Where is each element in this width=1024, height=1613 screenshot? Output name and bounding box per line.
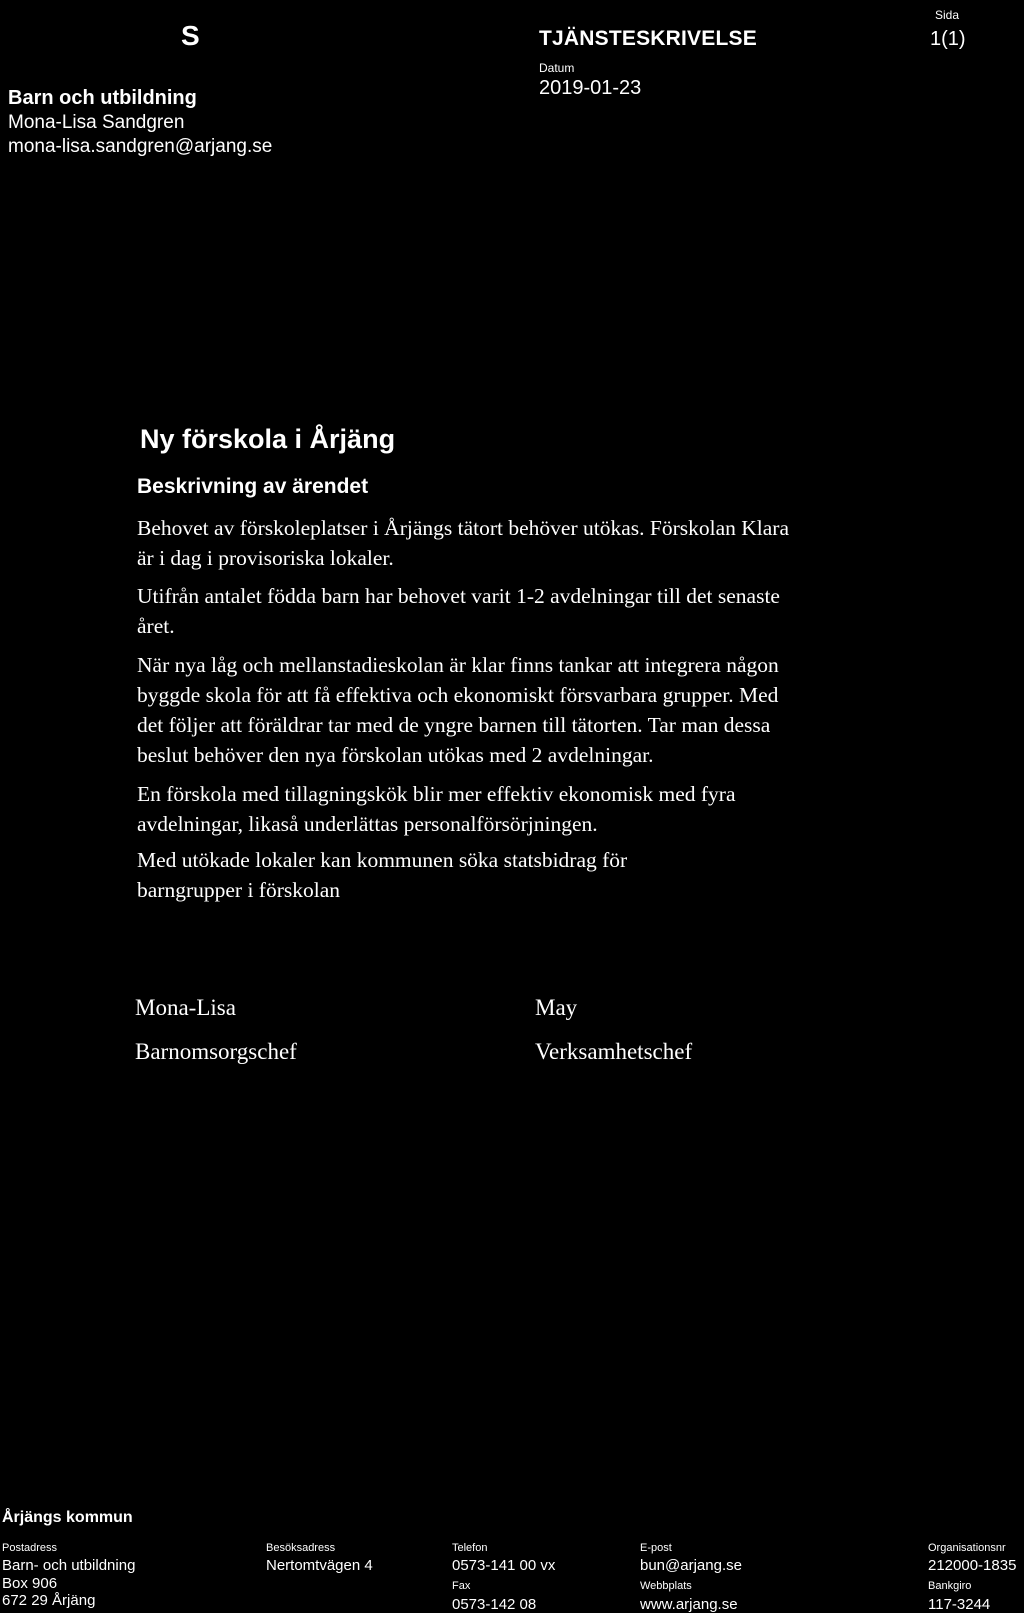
website-label: Webbplats bbox=[640, 1580, 692, 1592]
email-label: E-post bbox=[640, 1542, 672, 1554]
document-type: TJÄNSTESKRIVELSE bbox=[539, 27, 757, 50]
visit-address: Nertomtvägen 4 bbox=[266, 1557, 373, 1574]
paragraph bbox=[137, 581, 877, 641]
paragraph bbox=[137, 845, 877, 905]
signatory-title: Barnomsorgschef bbox=[135, 1039, 297, 1064]
paragraph bbox=[137, 779, 877, 839]
postal-address-line: Barn- och utbildning bbox=[2, 1557, 136, 1574]
phone-number: 0573-141 00 vx bbox=[452, 1557, 556, 1574]
postal-address-label: Postadress bbox=[2, 1542, 58, 1554]
section-heading: Beskrivning av ärendet bbox=[137, 475, 369, 498]
author-name: Mona-Lisa Sandgren bbox=[8, 112, 185, 133]
postal-address-line: 672 29 Årjäng bbox=[2, 1592, 96, 1609]
bankgiro-label: Bankgiro bbox=[928, 1580, 972, 1592]
postal-address-line: Box 906 bbox=[2, 1575, 58, 1592]
footer-email: bun@arjang.se bbox=[640, 1557, 742, 1574]
date-value: 2019-01-23 bbox=[539, 77, 642, 99]
org-number: 212000-1835 bbox=[928, 1557, 1017, 1574]
page-number: 1(1) bbox=[930, 28, 966, 50]
paragraph-line: Behovet av förskoleplatser i Årjängs tätort behöver utökas. Förskolan Klara bbox=[137, 516, 789, 540]
paragraph-line: barngrupper i förskolan bbox=[137, 878, 340, 902]
signatory-name: May bbox=[535, 995, 578, 1020]
department-name: Barn och utbildning bbox=[8, 87, 197, 109]
paragraph-line: Med utökade lokaler kan kommunen söka statsbidrag för bbox=[137, 848, 628, 872]
paragraph-line: När nya låg och mellanstadieskolan är klar finns tankar att integrera någon bbox=[137, 653, 779, 677]
municipality-logo: S bbox=[181, 20, 200, 51]
paragraph-line: det följer att föräldrar tar med de yngre barnen till tätorten. Tar man dessa bbox=[137, 713, 771, 737]
fax-number: 0573-142 08 bbox=[452, 1596, 537, 1613]
footer-website: www.arjang.se bbox=[640, 1596, 738, 1613]
paragraph-line: året. bbox=[137, 614, 175, 638]
phone-label: Telefon bbox=[452, 1542, 488, 1554]
paragraph-line: avdelningar, likaså underlättas personalförsörjningen. bbox=[137, 812, 598, 836]
paragraph-line: byggde skola för att få effektiva och ekonomiskt försvarbara grupper. Med bbox=[137, 683, 779, 707]
paragraph-line: är i dag i provisoriska lokaler. bbox=[137, 546, 394, 570]
date-label: Datum bbox=[539, 61, 575, 75]
fax-label: Fax bbox=[452, 1580, 471, 1592]
visit-address-label: Besöksadress bbox=[266, 1542, 336, 1554]
author-email: mona-lisa.sandgren@arjang.se bbox=[8, 136, 273, 157]
org-number-label: Organisationsnr bbox=[928, 1542, 1006, 1554]
page-label: Sida bbox=[935, 8, 960, 22]
footer-organization: Årjängs kommun bbox=[2, 1509, 133, 1526]
signatory-name: Mona-Lisa bbox=[135, 995, 236, 1020]
paragraph-line: En förskola med tillagningskök blir mer effektiv ekonomisk med fyra bbox=[137, 782, 736, 806]
document-title: Ny förskola i Årjäng bbox=[140, 424, 396, 454]
paragraph-line: Utifrån antalet födda barn har behovet varit 1-2 avdelningar till det senaste bbox=[137, 584, 780, 608]
paragraph-line: beslut behöver den nya förskolan utökas med 2 avdelningar. bbox=[137, 743, 654, 767]
paragraph bbox=[137, 650, 877, 770]
bankgiro-number: 117-3244 bbox=[928, 1596, 991, 1613]
paragraph bbox=[137, 513, 877, 573]
signatory-title: Verksamhetschef bbox=[535, 1039, 693, 1064]
